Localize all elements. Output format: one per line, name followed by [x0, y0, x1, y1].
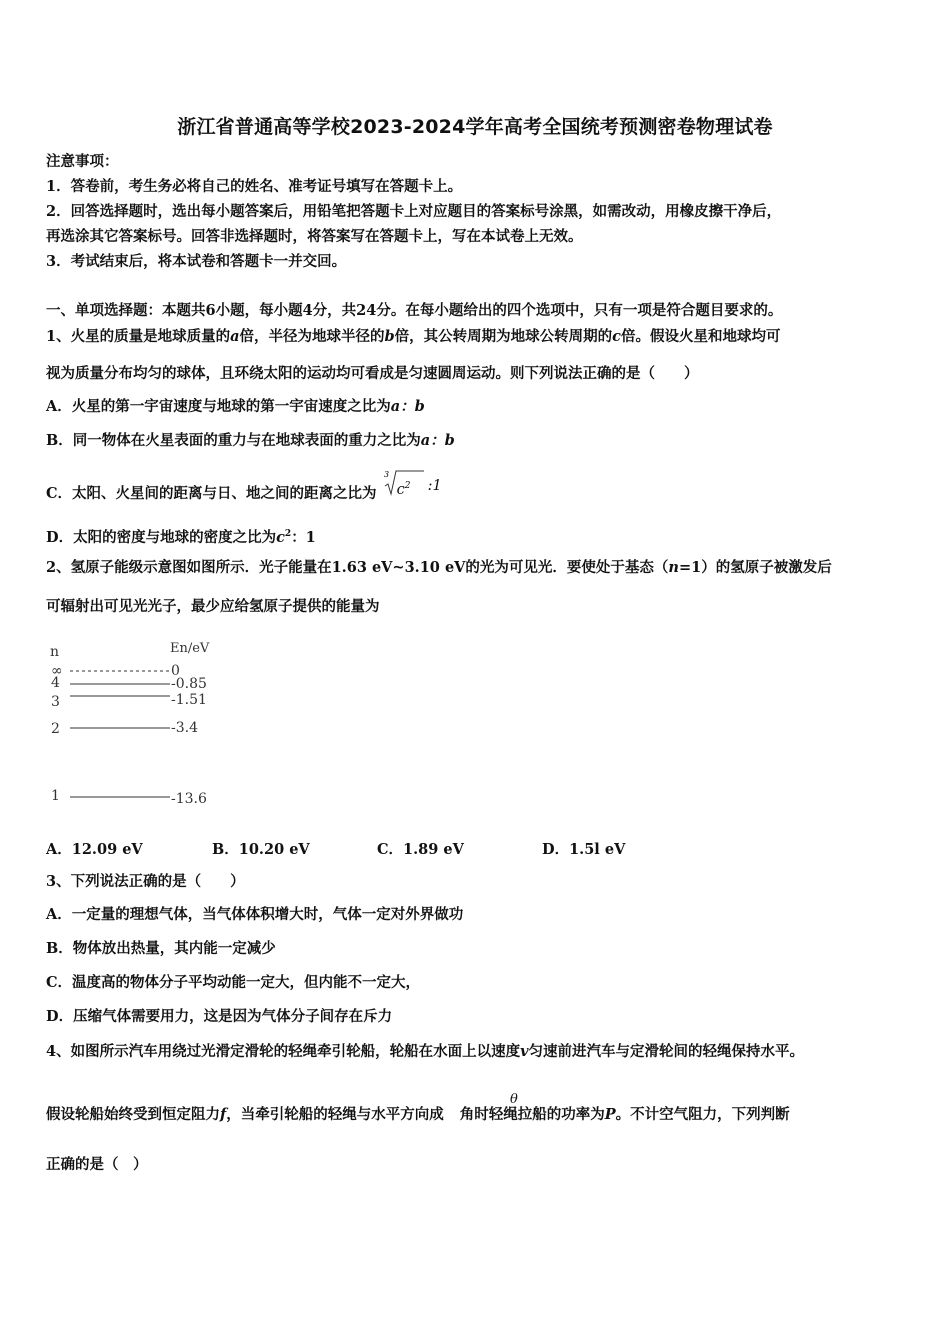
level-energy-label: -3.4	[171, 720, 198, 736]
q2-option-d: D．1.5l eV	[542, 841, 626, 858]
q2-option-c: C．1.89 eV	[377, 841, 464, 858]
q1-option-a: A．火星的第一宇宙速度与地球的第一宇宙速度之比为a：b	[46, 398, 425, 415]
cube-root-expression: 3 $c^2$ :1	[383, 470, 442, 498]
notes-heading: 注意事项：	[46, 153, 119, 170]
page-title: 浙江省普通高等学校2023-2024学年高考全国统考预测密卷物理试卷	[177, 116, 773, 138]
q4-stem-line3: 正确的是（ ）	[46, 1156, 148, 1173]
notes-item: 3．考试结束后，将本试卷和答题卡一并交回。	[46, 253, 347, 270]
level-energy-label: -0.85	[171, 676, 207, 692]
q1-stem-line1: 1、火星的质量是地球质量的a倍，半径为地球半径的b倍，其公转周期为地球公转周期的c倍。假设火星和地球均可	[46, 328, 781, 345]
notes-item: 再选涂其它答案标号。回答非选择题时，将答案写在答题卡上，写在本试卷上无效。	[46, 228, 583, 245]
notes-item: 1．答卷前，考生务必将自己的姓名、准考证号填写在答题卡上。	[46, 178, 463, 195]
level-energy-label: -1.51	[171, 692, 207, 708]
q1-stem-line2: 视为质量分布均匀的球体，且环绕太阳的运动均可看成是匀速圆周运动。则下列说法正确的是（ ）	[46, 365, 699, 382]
section-heading: 一、单项选择题：本题共6小题，每小题4分，共24分。在每小题给出的四个选项中，只有一项是符合题目要求的。	[46, 302, 783, 319]
q1-option-c: C．太阳、火星间的距离与日、地之间的距离之比为 3 $c^2$ :1	[46, 470, 442, 502]
diagram-n-label: n	[50, 644, 60, 660]
level-n-label: 3	[51, 694, 60, 710]
q2-stem-line1: 2、氢原子能级示意图如图所示．光子能量在1.63 eV~3.10 eV的光为可见光．要使处于基态（n=1）的氢原子被激发后	[46, 559, 832, 576]
theta-symbol: θ	[510, 1092, 518, 1107]
q3-option-a: A．一定量的理想气体，当气体体积增大时，气体一定对外界做功	[46, 906, 464, 923]
level-energy-label: -13.6	[171, 791, 207, 807]
q3-stem: 3、下列说法正确的是（ ）	[46, 873, 245, 890]
q4-stem-line1: 4、如图所示汽车用绕过光滑定滑轮的轻绳牵引轮船，轮船在水面上以速度v匀速前进汽车与定滑轮间的轻绳保持水平。	[46, 1043, 805, 1060]
q3-option-b: B．物体放出热量，其内能一定减少	[46, 940, 276, 957]
notes-item: 2．回答选择题时，选出每小题答案后，用铅笔把答题卡上对应题目的答案标号涂黑，如需改动，用橡皮擦干净后，	[46, 203, 782, 220]
level-n-label: 2	[51, 721, 60, 737]
q4-stem-line2: 假设轮船始终受到恒定阻力f，当牵引轮船的轻绳与水平方向成 角时轻绳拉船的功率为P。不计空气阻力，下列判断	[46, 1106, 790, 1123]
q3-option-d: D．压缩气体需要用力，这是因为气体分子间存在斥力	[46, 1008, 393, 1025]
q2-option-a: A．12.09 eV	[46, 841, 143, 858]
level-n-label: 4	[51, 675, 60, 691]
q1-option-d: D．太阳的密度与地球的密度之比为$c^2$：1	[46, 528, 316, 546]
q3-option-c: C．温度高的物体分子平均动能一定大，但内能不一定大，	[46, 974, 421, 991]
level-n-label: ∞	[51, 663, 63, 679]
svg-text:3: 3	[383, 470, 389, 479]
diagram-energy-label: En/eV	[170, 641, 210, 656]
energy-level-diagram	[40, 630, 240, 815]
q2-option-b: B．10.20 eV	[212, 841, 310, 858]
q2-stem-line2: 可辐射出可见光光子，最少应给氢原子提供的能量为	[46, 598, 380, 615]
level-n-label: 1	[51, 788, 60, 804]
q1-option-b: B．同一物体在火星表面的重力与在地球表面的重力之比为a：b	[46, 432, 455, 449]
level-energy-label: 0	[171, 663, 180, 679]
